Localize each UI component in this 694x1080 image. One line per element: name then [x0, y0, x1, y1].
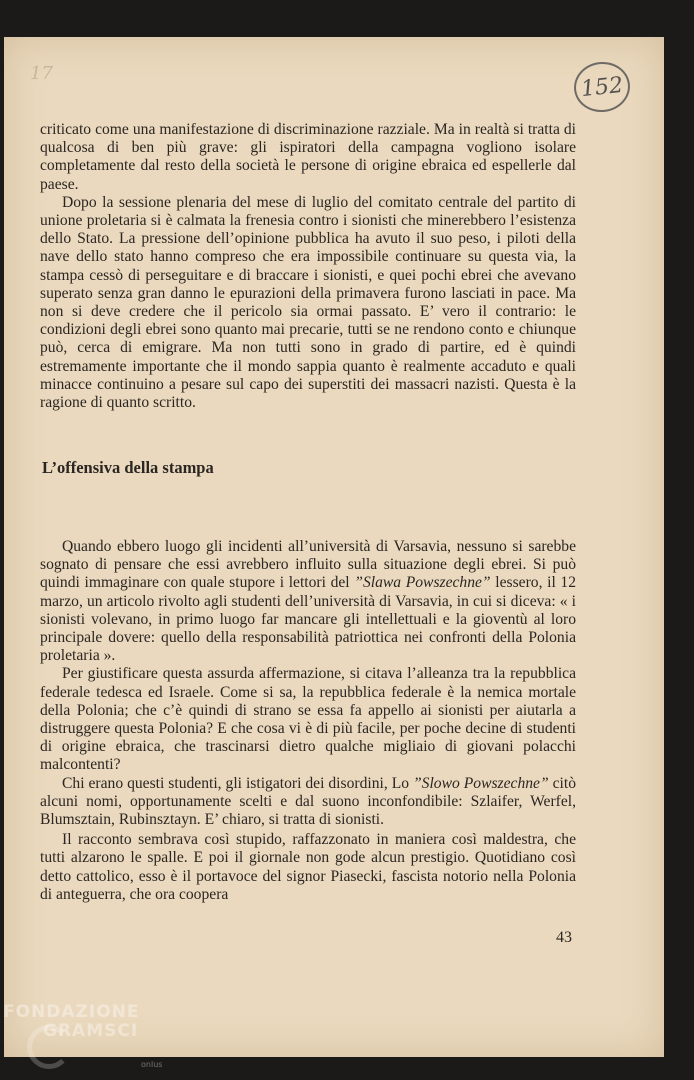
newspaper-title-slowo: ”Slowo Powszechne”	[412, 774, 549, 792]
p3-part-b: lessero, il 12 marzo, un articolo rivolto agli studenti dell’università di Varsavia, in cui si diceva: « i sionisti volevano, in primo luogo far mancare gli intellettuali e la gioventù al loro principale dovere: quello della responsabilità patriottica nei confronti della Polonia proletaria ».	[40, 574, 577, 665]
archive-page-stamp	[572, 59, 633, 115]
p5-part-b: citò alcuni nomi, opportunamente scelti e dal suono inconfondibile: Szlaifer, Werfel, Blumsztain, Rubinsztayn. E’ chiaro, si tratta di sionisti.	[40, 774, 576, 829]
paragraph-4: Per giustificare questa assurda affermazione, si citava l’alleanza tra la repubblica federale tedesca ed Israele. Come si sa, la repubblica federale è la nemica mortale della Polonia; che c’è quindi di strano se essa fa appello ai sionisti per aiutarla a distruggere questa Polonia? E che cosa vi è di più facile, per poche decine di studenti di origine ebraica, che trascinarsi dietro qualche migliaio di giovani polacchi malcontenti?	[40, 665, 576, 774]
paragraph-continued: criticato come una manifestazione di discriminazione razziale. Ma in realtà si tratta di qualcosa di ben più grave: gli ispiratori della campagna vogliono isolare completamente dal resto della società le persone di origine ebraica ed espellerle dal paese.	[40, 121, 576, 193]
stamp-number: 152	[579, 72, 625, 102]
paragraph-6: Il racconto sembrava così stupido, raffazzonato in maniera così maldestra, che tutti alzarono le spalle. E poi il giornale non gode alcun prestigio. Quotidiano così detto cattolico, esso è il portavoce del signor Piasecki, fascista notorio nella Polonia di anteguerra, che ora coopera	[40, 831, 576, 903]
paragraph-2: Dopo la sessione plenaria del mese di luglio del comitato centrale del partito di unione proletaria si è calmata la frenesia contro i sionisti che minerebbero l’esistenza dello Stato. La pressione dell’opinione pubblica ha avuto il suo peso, i piloti della nave dello stato hanno compreso che era impossibile continuare su questa via, la stampa cessò di perseguitare e di braccare i sionisti, e quei pochi ebrei che avevano superato senza gran danno le epurazioni della primavera furono lasciati in pace. Ma non si deve credere che il pericolo sia ormai passato. E’ vero il contrario: le condizioni degli ebrei sono quanto mai precarie, tutti se ne rendono conto e chiunque può, cerca di emigrare. Ma non tutti sono in grado di partire, ed è quindi estremamente importante che il mondo sappia quanto è realmente accaduto e quali minacce continuino a pesare sul capo dei superstiti dei massacri nazisti. Questa è la ragione di quanto scritto.	[40, 193, 576, 412]
paragraph-5	[40, 775, 576, 830]
section-heading: L’offensiva della stampa	[42, 458, 214, 477]
page-number: 43	[556, 929, 572, 946]
p3-part-a: Quando ebbero luogo gli incidenti all’università di Varsavia, nessuno si sarebbe sognato di pensare che essi avrebbero influito sulla situazione degli ebrei. Si può quindi immaginare con quale stupore i lettori del	[40, 538, 576, 592]
watermark-line-3: onlus	[141, 1060, 163, 1069]
watermark-g-icon	[27, 1025, 71, 1069]
faint-pencil-mark: 17	[30, 63, 53, 84]
paragraph-3	[40, 538, 576, 665]
newspaper-title-slawa: ”Slawa Powszechne”	[354, 574, 491, 592]
watermark-line-1: FONDAZIONE	[3, 1002, 140, 1022]
text-block-1	[40, 121, 576, 412]
text-block-2	[40, 538, 576, 904]
watermark-logo	[3, 1002, 163, 1069]
watermark-line-2: GRAMSCI	[43, 1021, 139, 1041]
p5-part-a: Chi erano questi studenti, gli istigatori dei disordini, Lo	[62, 774, 413, 792]
